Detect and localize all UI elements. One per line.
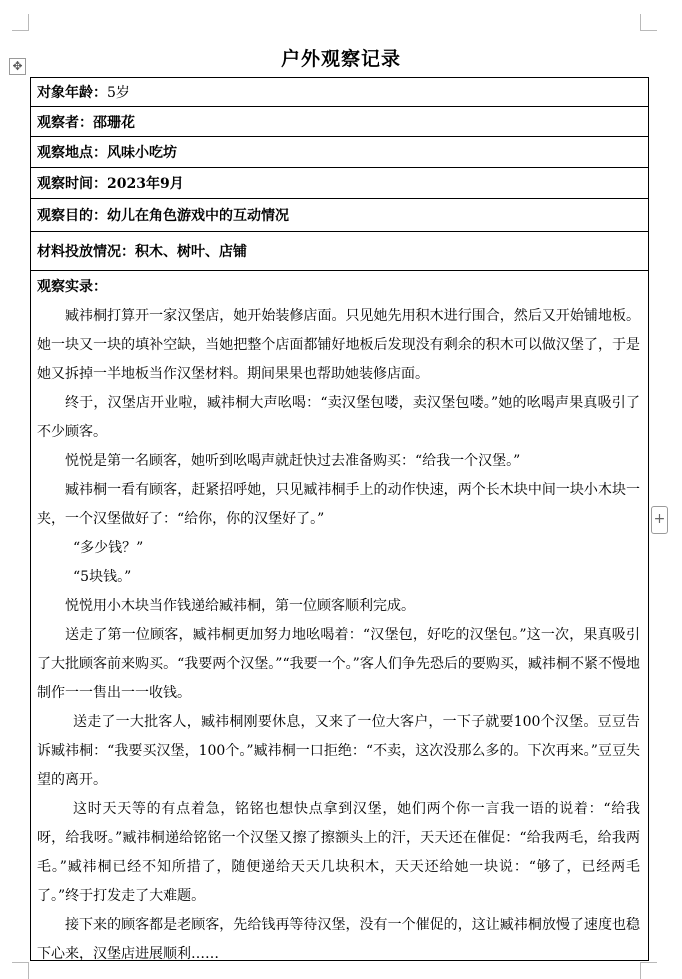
table-move-icon[interactable]: ✥ (9, 58, 26, 75)
record-paragraph: 臧祎桐打算开一家汉堡店，她开始装修店面。只见她先用积木进行围合，然后又开始铺地板。她一块又一块的填补空缺，当她把整个店面都铺好地板后发现没有剩余的积木可以做汉堡了，于是她又拆掉一半地板当作汉堡材料。期间果果也帮助她装修店面。 (37, 308, 640, 382)
record-paragraph: 悦悦用小木块当作钱递给臧祎桐，第一位顾客顺利完成。 (65, 598, 415, 614)
row-place[interactable] (31, 137, 648, 168)
record-paragraph: 送走了第一位顾客，臧祎桐更加努力地吆喝着：“汉堡包，好吃的汉堡包。”这一次，果真吸引了大批顾客前来购买。“我要两个汉堡。”“我要一个。”客人们争先恐后的要购买，臧祎桐不紧不慢地制作一一售出一一收钱。 (37, 627, 640, 701)
record-paragraph: “5块钱。” (73, 569, 132, 585)
time-value: 2023年9月 (107, 176, 184, 192)
record-cell[interactable] (31, 271, 648, 969)
purpose-label: 观察目的： (37, 208, 107, 224)
purpose-value: 幼儿在角色游戏中的互动情况 (107, 208, 289, 224)
page-corner-mark-top-right (640, 14, 657, 31)
row-observer[interactable] (31, 107, 648, 137)
place-value: 风味小吃坊 (107, 145, 177, 161)
observer-value: 邵珊花 (93, 114, 135, 131)
observer-label: 观察者： (37, 114, 93, 131)
record-label: 观察实录： (37, 279, 107, 295)
record-paragraph: 接下来的顾客都是老顾客，先给钱再等待汉堡，没有一个催促的，这让臧祎桐放慢了速度也稳下心来，汉堡店进展顺利…… (37, 917, 640, 962)
materials-label: 材料投放情况： (37, 244, 135, 260)
age-value: 5岁 (107, 85, 130, 101)
document-title: 户外观察记录 (280, 48, 401, 70)
observation-table (30, 77, 649, 961)
record-paragraph: 这时天天等的有点着急，铭铭也想快点拿到汉堡，她们两个你一言我一语的说着：“给我呀，给我呀。”臧祎桐递给铭铭一个汉堡又擦了擦额头上的汗，天天还在催促：“给我两毛，给我两毛。”臧祎桐已经不知所措了，随便递给天天几块积木，天天还给她一块说：“够了，已经两毛了。”终于打发走了大难题。 (37, 801, 640, 904)
record-paragraph: 悦悦是第一名顾客，她听到吆喝声就赶快过去准备购买：“给我一个汉堡。” (65, 453, 521, 469)
record-paragraph: 臧祎桐一看有顾客，赶紧招呼她，只见臧祎桐手上的动作快速，两个长木块中间一块小木块一夹，一个汉堡做好了：“给你，你的汉堡好了。” (37, 482, 640, 527)
record-paragraph: “多少钱？” (73, 540, 144, 556)
place-label: 观察地点： (37, 145, 107, 161)
page-corner-mark-top-left (12, 14, 29, 31)
row-time[interactable] (31, 168, 648, 199)
record-paragraph: 终于，汉堡店开业啦，臧祎桐大声吆喝：“卖汉堡包喽，卖汉堡包喽。”她的吆喝声果真吸引了不少顾客。 (37, 395, 640, 440)
add-column-plus-icon[interactable]: + (651, 506, 668, 534)
page-corner-mark-bottom-left (12, 962, 29, 979)
materials-value: 积木、树叶、店铺 (135, 244, 247, 260)
record-paragraph: 送走了一大批客人，臧祎桐刚要休息，又来了一位大客户，一下子就要100个汉堡。豆豆告诉臧祎桐：“我要买汉堡，100个。”臧祎桐一口拒绝：“不卖，这次没那么多的。下次再来。”豆豆失望的离开。 (37, 714, 640, 788)
row-materials[interactable] (31, 232, 648, 271)
row-age[interactable] (31, 78, 648, 107)
row-purpose[interactable] (31, 199, 648, 232)
time-label: 观察时间： (37, 176, 107, 192)
age-label: 对象年龄： (37, 85, 107, 101)
